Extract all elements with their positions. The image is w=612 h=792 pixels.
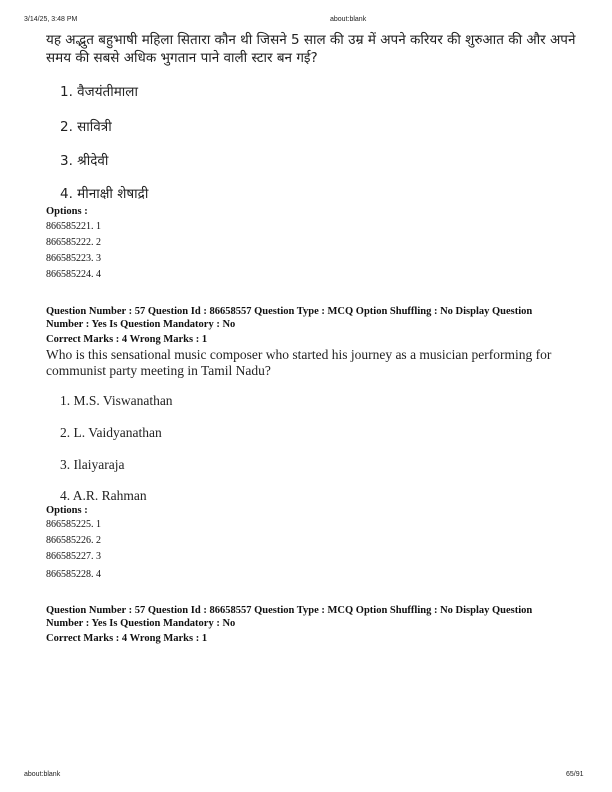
options-label: Options :: [46, 206, 88, 217]
choice-4: 4. मीनाक्षी शेषाद्री: [60, 186, 149, 202]
marks: Correct Marks : 4 Wrong Marks : 1: [46, 633, 208, 644]
choice-4: 4. A.R. Rahman: [60, 488, 147, 503]
question-meta: Question Number : 57 Question Id : 86658557 Question Type : MCQ Option Shuffling : No Display Question: [46, 605, 533, 616]
question-meta: Number : Yes Is Question Mandatory : No: [46, 618, 236, 629]
footer-url: about:blank: [24, 771, 61, 778]
question-text-hindi: यह अद्भुत बहुभाषी महिला सितारा कौन थी जिसने 5 साल की उम्र में अपने करियर की शुरुआत की और अपने समय की सबसे अधिक भुगतान पाने वाली स्टार बन गई?: [46, 32, 576, 66]
question-text: Who is this sensational music composer who started his journey as a musician performing for communist party meeting in Tamil Nadu?: [46, 347, 552, 378]
choice-3: 3. Ilaiyaraja: [60, 457, 125, 472]
option-id: 866585225. 1: [46, 519, 101, 530]
choice-3: 3. श्रीदेवी: [60, 153, 109, 169]
print-title: about:blank: [330, 16, 367, 23]
option-id: 866585224. 4: [46, 269, 101, 280]
page-number: 65/91: [566, 771, 584, 778]
options-label: Options :: [46, 505, 88, 516]
choice-2: 2. सावित्री: [60, 119, 112, 135]
choice-2: 2. L. Vaidyanathan: [60, 425, 162, 440]
choice-1: 1. M.S. Viswanathan: [60, 393, 173, 408]
print-datetime: 3/14/25, 3:48 PM: [24, 16, 78, 23]
question-meta: Number : Yes Is Question Mandatory : No: [46, 319, 236, 330]
choice-1: 1. वैजयंतीमाला: [60, 84, 138, 100]
option-id: 866585221. 1: [46, 221, 101, 232]
option-id: 866585228. 4: [46, 569, 101, 580]
option-id: 866585222. 2: [46, 237, 101, 248]
marks: Correct Marks : 4 Wrong Marks : 1: [46, 334, 208, 345]
option-id: 866585226. 2: [46, 535, 101, 546]
question-meta: Question Number : 57 Question Id : 86658557 Question Type : MCQ Option Shuffling : No Display Question: [46, 306, 533, 317]
option-id: 866585227. 3: [46, 551, 101, 562]
option-id: 866585223. 3: [46, 253, 101, 264]
